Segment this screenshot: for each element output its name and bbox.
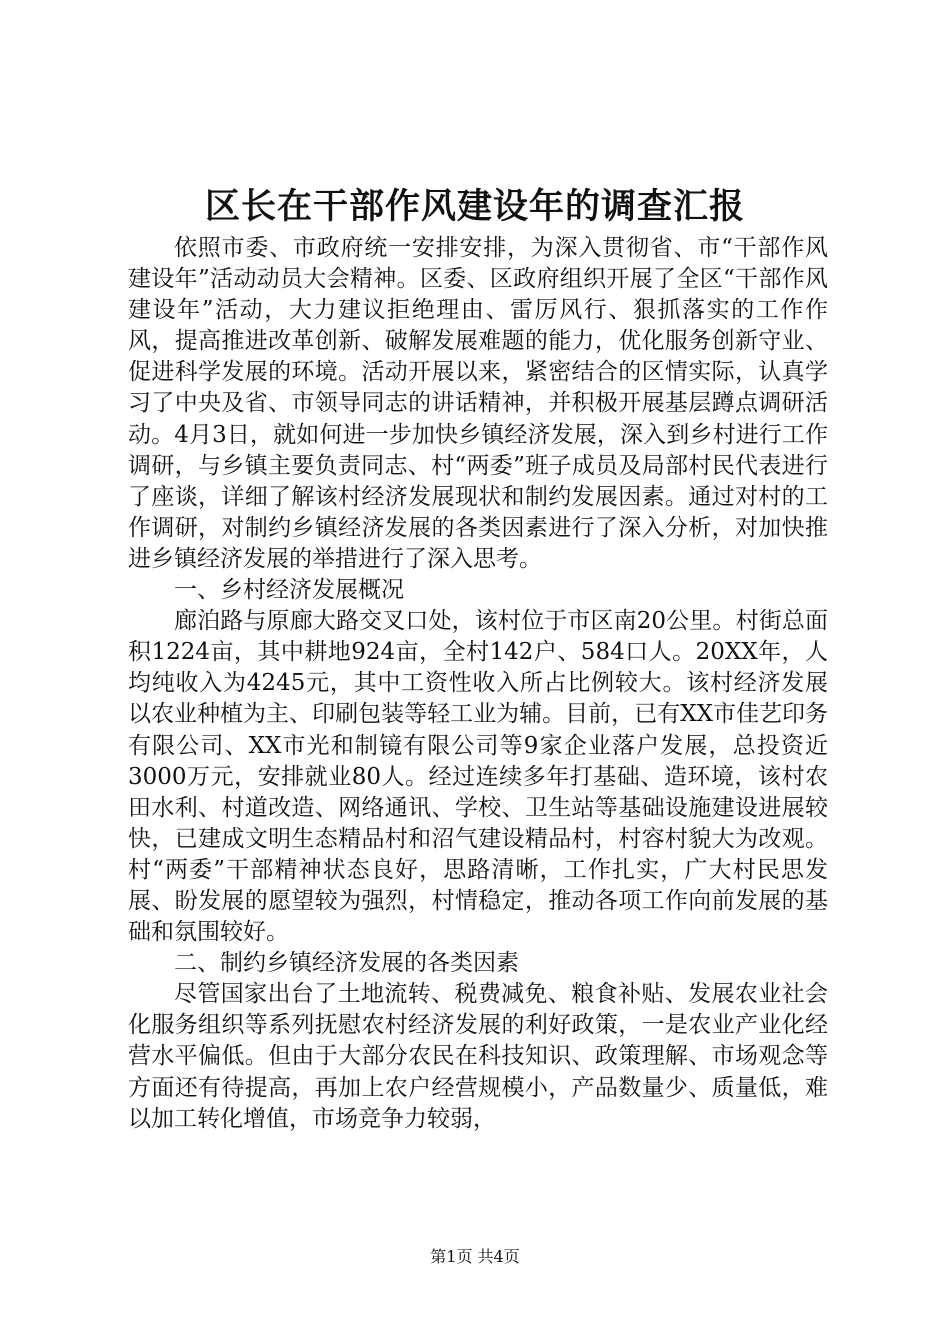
page-number-footer: 第1页 共4页 xyxy=(430,1247,520,1266)
paragraph-intro: 依照市委、市政府统一安排安排，为深入贯彻省、市“干部作风建设年”活动动员大会精神。区委、区政府组织开展了全区“干部作风建设年”活动，大力建议拒绝理由、雷厉风行、狠抓落实的工作作风，提高推进改革创新、破解发展难题的能力，优化服务创新守业、促进科学发展的环境。活动开展以来，紧密结合的区情实际，认真学习了中央及省、市领导同志的讲话精神，并积极开展基层蹲点调研活动。4月3日，就如何进一步加快乡镇经济发展，深入到乡村进行工作调研，与乡镇主要负责同志、村“两委”班子成员及局部村民代表进行了座谈，详细了解该村经济发展现状和制约发展因素。通过对村的工作调研，对制约乡镇经济发展的各类因素进行了深入分析，对加快推进乡镇经济发展的举措进行了深入思考。 xyxy=(128,235,828,572)
document-title: 区长在干部作风建设年的调查汇报 xyxy=(204,186,745,227)
paragraph-factors: 尽管国家出台了土地流转、税费减免、粮食补贴、发展农业社会化服务组织等系列抚慰农村经济发展的利好政策，一是农业产业化经营水平偏低。但由于大部分农民在科技知识、政策理解、市场观念等方面还有待提高，再加上农户经营规模小，产品数量少、质量低，难以加工转化增值，市场竞争力较弱， xyxy=(128,981,828,1132)
document-body xyxy=(128,233,828,1135)
section-heading-2: 二、制约乡镇经济发展的各类因素 xyxy=(174,950,519,977)
paragraph-overview: 廊泊路与原廊大路交叉口处，该村位于市区南20公里。村街总面积1224亩，其中耕地924亩，全村142户、584口人。20XX年，人均纯收入为4245元，其中工资性收入所占比例较大。该村经济发展以农业种植为主、印刷包装等轻工业为辅。目前，已有XX市佳艺印务有限公司、XX市光和制镜有限公司等9家企业落户发展，总投资近3000万元，安排就业80人。经过连续多年打基础、造环境，该村农田水利、村道改造、网络通讯、学校、卫生站等基础设施建设进展较快，已建成文明生态精品村和沼气建设精品村，村容村貌大为改观。村“两委”干部精神状态良好，思路清晰，工作扎实，广大村民思发展、盼发展的愿望较为强烈，村情稳定，推动各项工作向前发展的基础和氛围较好。 xyxy=(128,608,828,946)
section-heading-1: 一、乡村经济发展概况 xyxy=(174,577,404,604)
